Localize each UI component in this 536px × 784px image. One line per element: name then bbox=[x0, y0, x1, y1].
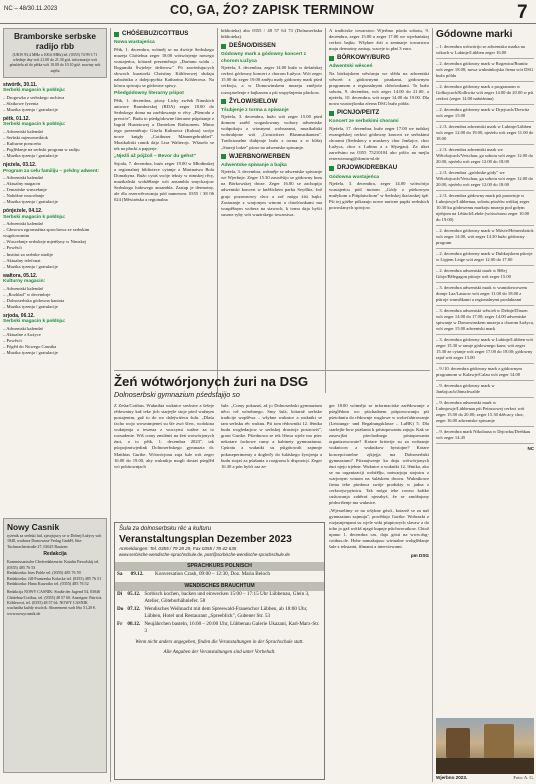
schedule-day: Fr bbox=[117, 621, 123, 628]
schedule-row bbox=[115, 571, 324, 579]
program-item: – Muzika tyzenja / gratulacije bbox=[3, 107, 107, 113]
event-heading: Pšedgódowny literarny pśipot bbox=[114, 91, 184, 97]
square-bullet-icon bbox=[221, 154, 226, 159]
square-bullet-icon bbox=[329, 166, 334, 171]
market-item: – 2./3. decembra „gródoske gódy" we Wětošojcach/Vetschau, ga sobotu wót zeger 12.00 do 20.00, njeźelu wót zeger 12.00 do 18.00 bbox=[436, 170, 534, 191]
event-text: biblioteka) abo 0355 / 48 57 64 73 (Dolnoserbska biblioteka). bbox=[221, 28, 322, 40]
square-bullet-icon bbox=[329, 111, 334, 116]
program-day: njeźela, 03.12. bbox=[3, 162, 37, 169]
program-list bbox=[3, 129, 107, 159]
program-day: stwórtk, 30.11. bbox=[3, 81, 38, 88]
radio-box bbox=[3, 28, 107, 78]
program-block-heading: Serbski magacin k połdnju: bbox=[3, 88, 66, 94]
event-text: Srjoda, 7. decembra, buźo zeger 19.00 w Młodinskej a regionalnej bibliotece cytanje z Marinatwu Bola Domakyna. Bužo cytaś swóje teksty w nimskej rěcy, muzikaliski wobźěłanje wót ansambla smyckarjow Serbskego ludowego ansambla. Zastup je dermotny, ale dla rezerwěrowanja pód numerom: 0355 / 38 06 024 (Měsćańska a regionalna bbox=[114, 160, 214, 202]
program-day: pětk, 01.12. bbox=[3, 115, 30, 122]
program-item: – Muzika tyzenja / gratulacije bbox=[3, 153, 107, 159]
market-item: – 2./3. decembra adwentski mark we Wětošojcach/Vetschau, ga sobotu wót zeger 12.00 do 20.00, njeźelu wót zeger 12.00 do 18.00 bbox=[436, 147, 534, 168]
program-item: – Aktualny magacin bbox=[3, 181, 107, 187]
section-heading: WJERBNO/WERBEN bbox=[221, 153, 322, 161]
program-item: – Sfatkowe fyzenia bbox=[3, 101, 107, 107]
schedule-band: WENDISCHES BRAUCHTUM bbox=[115, 582, 324, 591]
radio-title: Bramborske serbske radijo rbb bbox=[13, 31, 97, 51]
page-title: CO, GA, ŹO? ZAPISK TERMINOW bbox=[170, 3, 375, 17]
program-item: – Powěsći bbox=[3, 338, 107, 344]
program-day: wałtora, 05.12. bbox=[3, 272, 38, 279]
market-item: – 9. decembra mark Nikolausa w Drjowku/Drebkau wót zeger 14.45 bbox=[436, 429, 534, 444]
nc-redakcija-label: Redakcija bbox=[43, 550, 67, 557]
event-text: Njeźela, 3. decembra, bužo wót zeger 15.00 pśed domom zarěd wogaslowany wobory adwentske wobpokoju z wiasnymi wobrazami, muzikaliski wobrubjone wót „Crostwitzer Blasmusikanten". Tradicionelne tšubjenje bužo z torma a w blišej „Stareji lodze" pśose na adwentske spiwanje. bbox=[221, 114, 322, 150]
schedule-date: 09.12. bbox=[130, 571, 144, 578]
program-day: srjoda, 06.12. bbox=[3, 312, 35, 319]
schedule-text: Neujährchen basteln, 16:00 – 20:00 Uhr, Lübbenau Galerie Ukazani, Karl-Marx-Str. 3 bbox=[144, 621, 320, 635]
schedule-title: Veranstaltungsplan Dezember 2023 bbox=[119, 533, 292, 545]
program-item: – Muzika tyzenja / gratulacije bbox=[3, 264, 107, 270]
nc-staff-3: Redaktorka: Jill-Franzeska Kolacke tel. (0355) 485 76 51 bbox=[7, 575, 102, 581]
schedule-text: Konversation Crash, 09:00 – 12:30, Doz. Maria Beloch bbox=[155, 571, 270, 578]
event-text: Njeźela, 17. decembra, bužo zeger 17.00 we tudskej ewangelskej cerkwi gódowny koncert ze serbskimi chorami (Serbskecy a muskecy chor Janšojce, chor Łužyca, chor z Lubina a z Sřjsegau). Za tiket zarwěsino na 0355 75210104 abo pišćo na mejlu reserwierung@domin-nl.de bbox=[329, 125, 429, 162]
radio-program bbox=[3, 82, 107, 356]
program-day: pónjeźele, 04.12. bbox=[3, 208, 43, 215]
program-item: – Muzika tyzenja / gratulacije bbox=[3, 199, 107, 205]
market-item: – 3. decembra adwentski wěsceň w Dešnje/Dissen wót zeger 14.00 do 17.00; zeger 14.00 adwentske spiwanje w Domowinskem muzeju a chorom Łužyca, wót zeger 15.00 adwentski mark bbox=[436, 308, 534, 335]
event-text: Pětk, 1. decembra, wótměj se na dwórje Serbskego muzeja Chóśebuz zeger 18.00 wótwórjenje nowego wustajeńca, kótaraž prezentěrujo „Dariunu wódu – Bogumiła Šwjeleje defterow." Pó zawiedujucych słowach kuratorki Christiny Köhlerowej słušaju naboźniku z dalejopyrbta Katharina Köhlerowa. Na kóncu spiwaju se gódowne spiwy. bbox=[114, 46, 214, 89]
article-col-3: ger 18.00 wótmějo se informaciske zarědowanje z pśeglědom wo pśichadnem pótpowowanju pśi pśetolaniu do rědownje wuglowe w wobeťahirowanje (Leistungs- und Begabungsklasse – LuBK) 5. Dla staršejše bow pśašania k póstupowaniu zajuja. Kak se zasowjšni pśechodnego póstupowania organizowowate? Kotare kriterije su za wobranje wuknicow a wuknikow bytstojne? Kotare koncepcionelne zjkjejja ma Dolnoserbski gymnazium? Pśiznajwenje ku dnju wótwórjonych źuri njejo trjebne. Wuknice a wukniki 12. lětnika, ako se na organizaciji wobźělju, natwarjuju stojnicu z warjonym winom na šuláskem dworu. Wuknikowe firma teke pśedawa swóje produkty w jadna z cerkweju-pytnicu. Tak mógu teke rowno krátke cuśtowanja zaběraś njezabyś, že se zmóžnjony pódwrtšenje ma wuknice. „Wjesselimy se na wšykne gósći, kotarež se za naš gymnazium zajmuju", powědajo Gurtke. Wobrazki z rozjasnjenjami su wjele wiki pśaptowych slavaw a do toho jo gaž wótkš njagó kupnje pśichworatkow. Chtož njamo 1. decembra cas, dajo gósti na www.dsg-cottbus.de. Hobe namakajuso wirtualne wobglědanje šule z tekstami, filmami a interviewami. pm DSG bbox=[329, 403, 429, 558]
section-heading: DEŠNO/DISSEN bbox=[221, 42, 322, 50]
photo-caption: Wjerbno 2023. bbox=[436, 775, 468, 780]
article bbox=[114, 370, 430, 402]
schedule-web: www.serbische-wendische-sprachschule.de, post@sorbische-wendische-sprachschule.de bbox=[119, 552, 290, 558]
schedule-date: 05.12. bbox=[127, 591, 141, 598]
event-heading: Koncert ze serbskimi chorami bbox=[329, 119, 399, 125]
program-list bbox=[3, 95, 107, 113]
program-item: – Kulturne poruceńa bbox=[3, 141, 107, 147]
program-item: – Institut za serbske studije bbox=[3, 252, 107, 258]
market-item: – 9./10. decembra gódowny mark z gódownym programom w Kalawje/Calau wót zeger 14.00 bbox=[436, 366, 534, 381]
nc-staff-4: Redaktorka: Hana Kurzotko tel. (0355) 485 76 52 bbox=[7, 581, 89, 587]
column-divider bbox=[217, 28, 218, 393]
photo-credit: Foto: A. G. bbox=[513, 775, 534, 780]
event-heading: Gódowna wustajeńca bbox=[329, 174, 380, 180]
event-text: Na bórkojskem wěsćanju we slědu na adwentski wěsceń z gódownymi pisnkami, gódownym programom a regionalnymi chłoćonkami. To bužo sobotu, 9. decembra, wót zeger 14.00 do 21.00, a njeźelu, 10. decembra, wót zeger 14.00 do 19.00. Dla nowa wustwjšonka zferna DSG bužo pólda. bbox=[329, 70, 429, 107]
section-heading: DRJOWK/DREBKAU bbox=[329, 164, 429, 172]
section-heading: PICNJO/PEITZ bbox=[329, 109, 429, 117]
schedule-row bbox=[115, 621, 324, 636]
market-item: – 2. decembra gódowny mark w Drjejcach/Drewitz wót zeger 15.00 bbox=[436, 107, 534, 122]
schedule-day: Do bbox=[117, 606, 124, 613]
program-block-heading: Kulturny magacin: bbox=[3, 279, 46, 285]
section-heading: BÓRKOWY/BURG bbox=[329, 54, 429, 62]
square-bullet-icon bbox=[221, 44, 226, 49]
schedule-text: Wendisches Weihnacht mit dem Spreewald-Frauenchor Lübben, ab 18:00 Uhr, Lübben, Hotel und Restaurant „Spreeblick", Gubener Str. 53 bbox=[144, 606, 308, 620]
event-text: Njeźela, 3. decembra, zeger 14.00 wótwórijo wustajeńcu pód motom „Gódy z pśekowym mužykom a Pittplatschom" w Serbskej tkaćarskej śpě. Pśi tej góźbe pókazujo nowe naricne pupki serbskich powoslanych spiwjow. bbox=[329, 180, 429, 211]
article-subtitle: Dolnoserbski gymnazium pśedstajijo so bbox=[114, 389, 240, 399]
article-col-1: Z Ześta/Cottbus. Wuknikia wuknice sreźnice a šešeje rědowniny kaž teke jich starjejše stoje pśed wažnym postajenim, gaž to do wo dalejwiźecu šulu. „Dlaśa facho wojo wownimjeneś su šfe zwó šferc, wołokina wuknjenja a teszeaa z wuccymi wažne za to rozsudenie. Wiš comy zmóžniś na žeń wotwórjonych źuri, a to pětk, 1. decembra 2023", tak pśopojimiwjedink Dolnoserbskego gymnazia dr. Matthias Gurtke. Wótwórjonu zuja šule wót zeger 16.00 do 19.00, aby wuknikjo mogli dostaś pśeglěd wó pobitownjach bbox=[114, 403, 214, 469]
market-item: – 9. decembra adwentski mark w Lubnjowje/Lübbenau pśi Petrusowej cerkwi wót zeger 15.00 do 20.00; zeger 15.30 dźěcacy chor, zeger 16.00 adwentske spiwanje bbox=[436, 400, 534, 427]
event-heading: Nowa wustajeńca bbox=[114, 40, 155, 46]
program-item: – Drogowka z serbskego archiwa bbox=[3, 95, 107, 101]
program-item: – Serbski mjenowniḱtok bbox=[3, 135, 107, 141]
article-signature: pm DSG bbox=[410, 552, 429, 558]
market-photo bbox=[436, 718, 534, 774]
event-heading: „Njeźli až pójźoš – Bevor du gehst" bbox=[114, 154, 196, 160]
schedule-table bbox=[115, 571, 324, 579]
nc-signature: NC bbox=[527, 446, 534, 452]
event-text: Pětk, 1. decembra, pśosy Lichy zwězk Nimskich antwore Bramborskej (RDA) zeger 18.00 do Serbskego doma na zarědowanje w rěcy „Pšenodu z prewiće". Budu to pśedgódowne literarne pśipótanje z Ingrid Hustetowej a Danielom Rathsonem. Mimo tego prezentěrujo Gisela Kalinowa (Kalina) swójo nowe knigły „Cottbuser Männergebrubbel". Muzikaliski ramik dajo Lisa Walterojc. Wšaselo se tek na płacki a papjerje. bbox=[114, 97, 214, 152]
program-item: – Muzika tyzenja / gratulacije bbox=[3, 304, 107, 310]
market-item: – 3. decembra adwentski mark w wumiśtewowem domje Laz/Lausow wót zeger 11.00 do 18.00 z pśiroje wumiškami a regionalnymi produktami bbox=[436, 285, 534, 306]
program-block-heading: Program za cełu familiju – prědny adwent: bbox=[3, 168, 99, 174]
program-item: – Dolnoserbska gódowna kantata bbox=[3, 298, 107, 304]
schedule-box bbox=[114, 522, 325, 780]
event-heading: Adwentske spiwanje a bajka bbox=[221, 162, 287, 168]
market-item: – 2./3. decembra adwentski mark w Lubinje/Lübben wót zeger 12.00 do 19.00, njeźelu wót zeger 11.00 do 18.00 bbox=[436, 124, 534, 145]
program-item: – Głosowa zgromaźina sprochowa ze serbskim wugótowanim bbox=[3, 227, 107, 239]
column-divider bbox=[325, 28, 326, 393]
market-item: – 2. decembra gódowny mark w Mósće/Heinersbrück wót zeger 14.00, wót zeger 14.30 bužo gódowny program bbox=[436, 228, 534, 249]
market-item: – 2. decembra gódowny mark z programom w Gołkojcach/Kolkwitz wót zeger 14.00 do 20.00 w pśi cerkwi (zeger 14.00 nabóźnina) bbox=[436, 84, 534, 105]
schedule-row bbox=[115, 606, 324, 621]
program-item: – Aktualny telefonat bbox=[3, 258, 107, 264]
radio-column bbox=[3, 28, 107, 616]
program-list bbox=[3, 326, 107, 356]
program-item: – Poglědanje na serbski program w radiju bbox=[3, 147, 107, 153]
event-text: Njeźela, 3. decembra, wótměje se adwentske spiwanje we Wjerbnje. Zeger 15.30 zaswěśijo se gódowny bom na Bórkowskej droze. Zeger 16.00 se zachopijo adwentski koncert w kněžickem parku Seydlitz, žož grajo pozawnowy chor a zoř mógu źiśi bajki. Zastaranje z warjonym winom a chtošćonkami ma wuspěšnym wobera na stawoch, k tomu dajo hyšći susone ryby wót wuzirskego towarstwa. bbox=[221, 169, 322, 217]
schedule-day: Sa bbox=[117, 571, 123, 578]
events-column-3 bbox=[329, 28, 429, 211]
market-item: – 9. decembra gódowny mark w Janšojcach/Jänschwalde bbox=[436, 383, 534, 398]
nc-staff-1: Kommissarische Chefredakteurin: Katalin Pawolskij tel. (0355) 485 76 53 bbox=[7, 559, 100, 570]
program-item: – Adwentski kalendaŕ bbox=[3, 129, 107, 135]
event-heading: Gódowny mark a gódowny koncert z chorom Łužyca bbox=[221, 52, 307, 64]
schedule-contact: Anmeldungen: Tel. 0355 / 79 28 29, Fax 0355 / 78 42 635 bbox=[119, 546, 237, 552]
square-bullet-icon bbox=[329, 56, 334, 61]
section-heading: CHÓŚEBUZ/COTTBUS bbox=[114, 30, 214, 38]
nc-title: Nowy Casnik bbox=[7, 522, 60, 532]
events-column-1 bbox=[114, 28, 214, 203]
program-item: – Nabóžne wuscełanje bbox=[3, 193, 107, 199]
event-text: Njeźela, 3. decembra, zeger 14.00 bužo w dešańskej cerkwi gódowny koncert z chorom Łužyca. Wót zeger 15.00 do zeger 19.00 změju mały gódowny mark pśed cerkwju, a w Domowinskem muzeju změjośo rozwjaselenje z bajkarom a pśi wupyšnjeniu plackow. bbox=[221, 65, 322, 95]
market-item: – 2. decembra gódowny mark w Rogenicu/Branitz wót zeger 18.00; nowa wukninkojska firma wót DSG bužo pólda bbox=[436, 61, 534, 82]
article-col-2: šule. „Comy pokazaś, až jo Dolnoserbski gymnazium něco ceł wósebnego. Smy šula, kótaraž serbske tradicije wopšěwa – wšykne wuknice a wukniki se tam serbsku rěc wuknu. Pśi tom rědowniki 12. lětnika budu wogledarjow w serbskej drastwje postrowiś", groni Gurtke. Pśiednowa se tek lětosa wjele mo pśec nekotare fachowe rumy a kabinety gymnaziuma. Cpśratu a wukniki su pśigótowali zajmnje pokaseperimenty a dogleďy do šuláskego žywjenja a budu stojaś za pśašania a rozgronu k dispozicji. Zeger 16.30 a pón hyšći raz ze- bbox=[221, 403, 322, 469]
market-item: – 2./3. decembra gódowny mark pśi pastwinje w Lubnjowje/Lübbenau, sobotu pśoźćtu wótkuj zeger 10.30 ku gódowemu markoju muzeja pod gołym njebjom na Lědach/Lehde (wótwórono zeger 10.00 do 19.00) bbox=[436, 193, 534, 226]
program-block-heading: Serbski magacin k połdnju: bbox=[3, 319, 66, 325]
schedule-disclaimer: Alle Angaben der Veranstaltungen sind unter Vorbehalt. bbox=[163, 650, 276, 656]
markets-title: Gódowne marki bbox=[436, 29, 513, 40]
program-item: – Adwentski kalendaŕ bbox=[3, 221, 107, 227]
column-divider bbox=[432, 28, 433, 782]
schedule-day: Di bbox=[117, 591, 123, 598]
event-heading: Adwentski wěsceń bbox=[329, 64, 373, 70]
schedule-date: 07.12. bbox=[127, 606, 141, 613]
schedule-table bbox=[115, 591, 324, 636]
page-number: 7 bbox=[517, 2, 528, 23]
nc-footer: Redakcija NOWY CASNIK: Straße der Jugend 54, 03046 Chóśebuz/Cottbus, tel. (0355) 48 57 60. Anzeigen: Patricia Köhlerová, tel. (0355) 48 57 64. NOWY CASNIK wuchadźa kuždy stwórtk. Abonement wob lěto 51,20 €. www.nowycasnik.de bbox=[7, 589, 102, 616]
program-item: – Muzika tyzenja / gratulacije bbox=[3, 350, 107, 356]
article-title: Žeń wótwórjonych źuri na DSG bbox=[114, 374, 309, 389]
program-block-heading: Serbski magacin k połdnju: bbox=[3, 214, 66, 220]
school-name: Šula za dolnoserbsku rěc a kulturu bbox=[119, 526, 212, 532]
nc-impressum bbox=[3, 518, 107, 773]
program-item: – Wuscełanje serbskeje mjeńšyny w Nimskej bbox=[3, 239, 107, 245]
program-block-heading: Serbski magacin k połdnju: bbox=[3, 122, 66, 128]
program-item: – Adwentski kalendaŕ bbox=[3, 326, 107, 332]
events-column-2 bbox=[221, 28, 322, 218]
market-item: – 3. decembra gódowny mark w Lubinje/Lübben wót zeger 15.30 w ramje gódownego kaza; wót zeger 15.30 ze cytanje wót zeger 17.00 do 18.00; gódowny rajaf wót zeger 13.00 bbox=[436, 337, 534, 364]
nc-staff-2: Redaktorka: Ines Pohle tel. (0355) 485 76 59 bbox=[7, 570, 81, 576]
program-item: – Aktualne z Łużyce bbox=[3, 332, 107, 338]
radio-info: (UKW 93,4 MHz a 100,6 MHz) tel. (0355) 74 99 3 71 wšednje dny wót 21.00 do 21.30 góź. informacije wót pónóźela až do pětka wót 10.00 do 10.10 góź. nowiny wót zajtša bbox=[9, 53, 101, 73]
section-heading: ŽYLOW/SIELOW bbox=[221, 98, 322, 106]
schedule-row bbox=[115, 591, 324, 606]
event-heading: Tšubjenje z torma a spiwanje bbox=[221, 107, 289, 113]
schedule-note: Wenn nicht anders angegeben, finden die Veranstaltungen in der Sprachschule statt. bbox=[135, 640, 304, 646]
photo-caption-row bbox=[436, 775, 534, 781]
column-divider bbox=[110, 28, 111, 782]
square-bullet-icon bbox=[221, 99, 226, 104]
schedule-date: 08.12. bbox=[127, 621, 141, 628]
nc-intro: tyźenik za serbski lud, zjawjujucy se w Dolnej Łužycy wót 1848, wudawa Domowina-Verlag GmbH, Sitz: Tuchmacherstraße 27, 02625 Bautzen bbox=[7, 533, 102, 549]
program-item: – „Rozhlad" w decembrje bbox=[3, 292, 107, 298]
event-text: A tradiciske towarstwo Wjerbno pśoda sobotu, 9. decembra, zeger 15.00 a zeger 17.00 we wjerbańskej cerkwi bajku. Wšykne źiśi a zentnarje towarstwa maju dermotny zastup, waceje to płaś 3 euro. bbox=[329, 28, 429, 52]
market-item: – 1. decembra wótwórijo se adwentsko marka na wikach w Lubinje/Lübben zeger 16.00 bbox=[436, 44, 534, 59]
issue-number: NC – 48/30.11.2023 bbox=[4, 6, 58, 12]
program-list bbox=[3, 221, 107, 270]
markets-column bbox=[436, 28, 534, 782]
square-bullet-icon bbox=[114, 32, 119, 37]
program-item: – Pógěd do Nowego Casnika bbox=[3, 344, 107, 350]
schedule-text: Sorbisch kochen, backen und einwecken 15:00 – 17:15 Uhr Lübbenau, Glein 3, Atelier, Göteborhähnlefer. 58 bbox=[144, 591, 310, 605]
program-item: – Tematiske wuscełanje bbox=[3, 187, 107, 193]
program-item: – Adwentski kalendaŕ bbox=[3, 175, 107, 181]
program-list bbox=[3, 175, 107, 205]
market-item: – 2. decembra adwentski mark w Bělej Górje/Bělegagon pśiroje wót zeger 15.00 bbox=[436, 268, 534, 283]
markets-list bbox=[436, 44, 534, 444]
market-item: – 2. decembra gódowny mark w Dubkojskem pśiroje w Lipjem Leige wót zeger 12.00 do 17.00 bbox=[436, 251, 534, 266]
program-item: – Powěsći bbox=[3, 245, 107, 251]
program-item: – Adwentski kalendaŕ bbox=[3, 286, 107, 292]
program-list bbox=[3, 286, 107, 310]
schedule-band: SPRACHKURS POLNISCH bbox=[115, 562, 324, 571]
